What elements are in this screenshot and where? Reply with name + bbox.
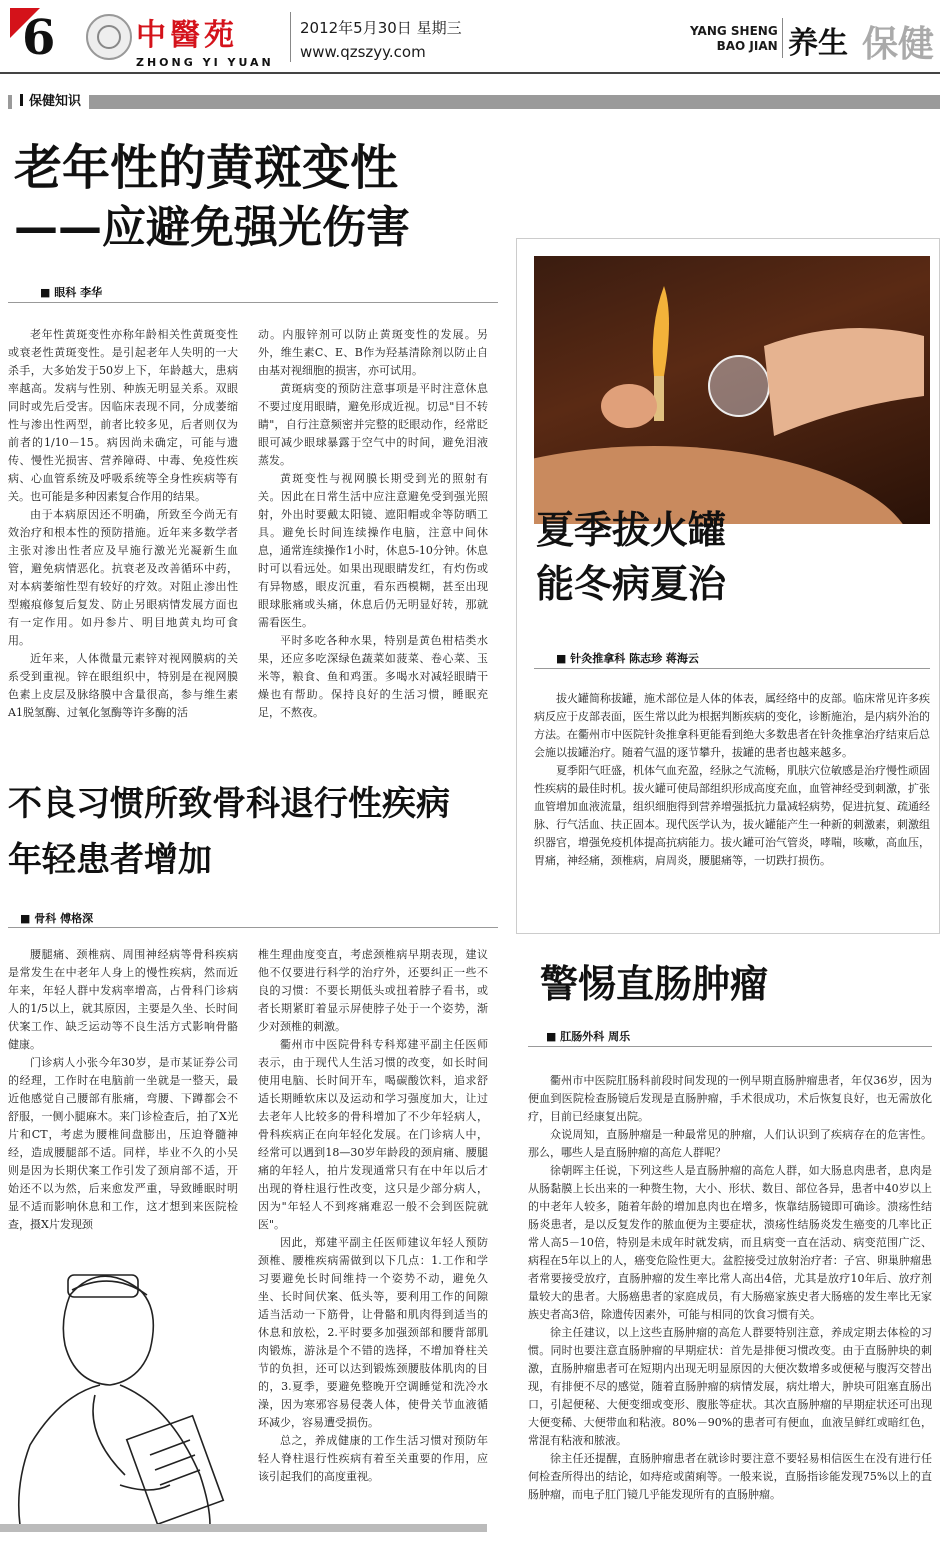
article2-column-1: 腰腿痛、颈椎病、周围神经病等骨科疾病是常发生在中老年人身上的慢性疾病，然而近年来，年轻人群中发病率增高，占骨科门诊病人的1/5以上，就其原因，主要是久坐、长时间伏案工作、缺乏运动等不良生活方式影响骨骼健康。 门诊病人小张今年30岁，是市某证券公司的经理，工作时在电脑前一坐就是一整天，最近他感觉自己腰部有胀痛，弯腰、下蹲都会不舒服，一侧小腿麻木。来门诊检查后，拍了X光片和CT，考虑为腰椎间盘膨出，压迫脊髓神经，造成腰腿部不适。同样，毕业不久的小吴则是因为长期伏案工作引发了颈肩部不适，开始还不以为然，后来愈发严重，导致睡眠时明显不适而影响休息和工作，这才想到来医院检查，摄X片发现颈 xyxy=(8,948,238,1231)
article2-title: 不良习惯所致骨科退行性疾病 xyxy=(8,784,450,824)
brand-cn: 中醫苑 xyxy=(136,18,238,53)
band-label: 保健知识 xyxy=(12,94,89,110)
article4-byline: ■ 肛肠外科 周乐 xyxy=(546,1028,630,1044)
brand-pinyin: ZHONG YI YUAN xyxy=(136,56,274,69)
page-number: 6 xyxy=(10,8,66,64)
article4-body: 衢州市中医院肛肠科前段时间发现的一例早期直肠肿瘤患者，年仅36岁，因为便血到医院检查肠镜后发现是直肠肿瘤，手术很成功，术后恢复良好，也无需放化疗，目前已经康复出院。 众说周知，直肠肿瘤是一种最常见的肿瘤，人们认识到了疾病存在的危害性。那么，哪些人是直肠肿瘤的高危人群呢？ 徐朝晖主任说，下列这些人是直肠肿瘤的高危人群，如大肠息肉患者，息肉是从肠黏膜上长出来的一种赘生物，大小、形状、数目、部位各异，患者中40岁以上的中老年人较多，随着年龄的增加息肉也在增多，恢靠结肠镜即可确诊。溃疡性结肠炎患者，是以反复发作的脓血便为主要症状，溃疡性结肠炎发生癌变的几率比正常人高5－10倍，特别是未成年时就发病，而且病变一直在活动、病变范围广泛、病程在5年以上的人，癌变危险性更大。盆腔接受过放射治疗者：子宫、卵巢肿瘤患者常要接受放疗，直肠肿瘤的发生率比常人高出4倍，尤其是放疗10年后、放疗剂量较大的患者。大肠癌患者的家庭成员，有大肠癌家族史者大肠癌的发生率比无家族史者高3倍，除遗传因素外，可能与相同的饮食习惯有关。 徐主任建议，以上这些直肠肿瘤的高危人群要特别注意，养成定期去体检的习惯。同时也要注意直肠肿瘤的早期症状：首先是排便习惯改变。由于直肠肿块的刺激，直肠肿瘤患者可在短期内出现无明显原因的大便次数增多或便秘与腹泻交替出现，有排便不尽的感觉，随着直肠肿瘤的病情发展，病灶增大，肿块可阻塞直肠出口，引起便秘、大便变细或变形、腹胀等症状。其次直肠肿瘤的早期症状还可出现大便变稀、大便带血和粘液。80%－90%的患者可有便血，血液呈鲜红或暗红色，常混有粘液和脓液。 徐主任还提醒，直肠肿瘤患者在就诊时要注意不要轻易相信医生在没有进行任何检查所得出的结论，如痔疮或菌痢等。一般来说，直肠指诊能发现75%以上的直肠肿瘤，而电子肛门镜几乎能发现所有的直肠肿瘤。 xyxy=(528,1074,932,1501)
article1-column-2: 动。内服锌剂可以防止黄斑变性的发展。另外，维生素C、E、B作为羟基清除剂以防止自由基对视细胞的损害，亦可试用。 黄斑病变的预防注意事项是平时注意休息不要过度用眼睛，避免形成近视。切忌"目不转睛"，自行注意频密并完整的眨眼动作，经常眨眼可减少眼球暴露于空气中的时间，避免泪液蒸发。 黄斑变性与视网膜长期受到光的照射有关。因此在日常生活中应注意避免受到强光照射，外出时要戴太阳镜、遮阳帽或伞等防晒工具。避免长时间连续操作电脑，注意中间休息，通常连续操作1小时，休息5-10分钟。休息时可以看远处。如果出现眼睛发红，有灼伤或有异物感，眼皮沉重，看东西模糊，甚至出现眼球胀痛或头痛，休息后仍无明显好转，那就需看医生。 平时多吃各种水果，特别是黄色柑桔类水果，还应多吃深绿色蔬菜如菠菜、卷心菜、玉米等，粮食、鱼和鸡蛋。多喝水对减轻眼睛干燥也有帮助。保持良好的生活习惯，睡眠充足，不熬夜。 xyxy=(258,328,488,719)
article2-column-2: 椎生理曲度变直，考虑颈椎病早期表现，建议他不仅要进行科学的治疗外，还要纠正一些不良的习惯：不要长期低头或扭着脖子看书，或者长期紧盯着显示屏使脖子处于一个姿势，渐少对颈椎的刺激。 衢州市中医院骨科专科郑建平副主任医师表示，由于现代人生活习惯的改变，如长时间使用电脑、长时间开车，喝碳酸饮料，追求舒适长期睡软床以及运动和学习强度加大，让过去老年人比较多的骨科增加了不少年轻病人，骨科疾病正在向年轻化发展。在门诊病人中，经常可以遇到18—30岁年龄段的颈肩痛、腰腿痛的年轻人，拍片发现通常只有在中年以后才出现的脊柱退行性改变，这只是少部分病人，因为"年轻人不到疼痛难忍一般不会到医院就医"。 因此，郑建平副主任医师建议年轻人预防颈椎、腰椎疾病需做到以下几点：1.工作和学习要避免长时间维持一个姿势不动，避免久坐、长时间伏案、低头等，要利用工作的间隙适当活动一下筋骨，让骨骼和肌肉得到适当的休息和放松，2.平时要多加强颈部和腰背部肌肉锻炼，游泳是个不错的选择，不增加脊柱关节的负担，还可以达到锻炼颈腰肢体肌肉的目的，3.夏季，要避免整晚开空调睡觉和洗冷水澡，因为寒邪容易侵袭人体，使骨关节血液循环减少，容易遭受损伤。 总之，养成健康的工作生活习惯对预防年轻人脊柱退行性疾病有着至关重要的作用，应该引起我们的高度重视。 xyxy=(258,948,488,1483)
article2-byline: ■ 骨科 傅格深 xyxy=(20,910,93,926)
article3-body: 拔火罐简称拔罐，施术部位是人体的体表，属经络中的皮部。临床常见许多疾病反应于皮部表面，医生常以此为根据判断疾病的变化，诊断施治，是内病外治的方法。在衢州市中医院针灸推拿科更能看到绝大多数患者在针灸推拿治疗结束后总会施以拔罐治疗。随着气温的逐节攀升，拔罐的患者也越来越多。 夏季阳气旺盛，机体气血充盈，经脉之气流畅，肌肤穴位敏感是治疗慢性顽固性疾病的最佳时机。拔火罐可使局部组织形成高度充血，血管神经受到刺激，扩张血管增加血液流量，组织细胞得到营养增强抵抗力量减轻病势，促进抗复、疏通经脉、行气活血、扶正固本。现代医学认为，拔火罐能产生一种新的刺激素，刺激组织器官，增强免疫机体提高抗病能力。拔火罐可治气管炎，哮喘，咳嗽，高血压，胃痛，神经痛，颈椎病，肩周炎，腰腿痛等，一切跌打损伤。 xyxy=(534,692,930,867)
article1-subtitle: ——应避免强光伤害 xyxy=(14,202,410,253)
section-pinyin: YANG SHENG BAO JIAN xyxy=(690,24,778,53)
article3-title: 夏季拔火罐 xyxy=(536,508,727,552)
masthead-rule xyxy=(0,72,940,74)
cupping-photo xyxy=(534,256,930,524)
article3-subtitle: 能冬病夏治 xyxy=(536,562,727,606)
article2-subtitle: 年轻患者增加 xyxy=(8,840,212,880)
bottom-rule-left xyxy=(0,1524,487,1532)
dateline xyxy=(300,16,462,64)
section-band xyxy=(8,95,940,109)
website-url: www.qzszyy.com xyxy=(300,43,426,61)
article1-title: 老年性的黄斑变性 xyxy=(14,140,399,196)
nurse-illustration xyxy=(0,1255,240,1525)
section-title-1: 养生 xyxy=(788,26,848,61)
hospital-logo xyxy=(86,14,132,60)
article1-column-1: 老年性黄斑变性亦称年龄相关性黄斑变性或衰老性黄斑变性。是引起老年人失明的一大杀手，大多始发于50岁上下，年龄越大，患病率越高。发病与性别、种族无明显关系。双眼同时或先后受害。因临床表现不同，分成萎缩性与渗出性两型，前者比较多见，后者则仅为前者的1/10－15。病因尚未确定，可能与遗传、慢性光损害、营养障碍、中毒、免疫性疾病、心血管系统及呼吸系统等全身性疾病等有关。也可能是多种因素复合作用的结果。 由于本病原因还不明确，所致至今尚无有效治疗和根本性的预防措施。近年来多数学者主张对渗出性者应及早施行激光光凝新生血管，避免病情恶化。抗衰老及改善循环中药，对本病萎缩性型有较好的疗效。对阻止渗出性型瘢痕修复后复发、防止另眼病情发展方面也有一定作用。如丹参片、明目地黄丸均可食用。 近年来，人体微量元素锌对视网膜病的关系受到重视。锌在眼组织中，特别是在视网膜色素上皮层及脉络膜中含量很高，参与维生素A1脱氢酶、过氧化氢酶等许多酶的活 xyxy=(8,328,238,719)
article4-title: 警惕直肠肿瘤 xyxy=(540,962,769,1006)
article3-byline: ■ 针灸推拿科 陈志珍 蒋海云 xyxy=(556,650,699,666)
newspaper-brand xyxy=(136,10,286,69)
issue-date: 2012年5月30日 星期三 xyxy=(300,19,462,37)
article1-byline: ■ 眼科 李华 xyxy=(40,284,102,300)
section-title-2: 保健 xyxy=(862,23,935,65)
